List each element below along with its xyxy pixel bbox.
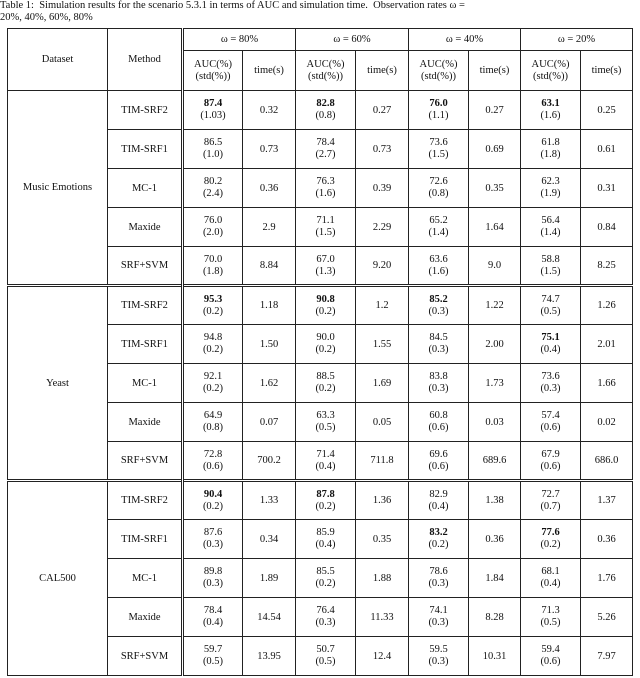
- auc-mean: 87.6: [203, 527, 223, 538]
- auc-mean: 88.5: [316, 371, 335, 382]
- auc-std: (1.3): [315, 265, 336, 277]
- auc-mean: 59.4: [541, 644, 560, 655]
- time-cell: 12.4: [356, 637, 409, 676]
- auc-mean: 67.9: [541, 448, 560, 460]
- auc-std: (0.5): [540, 617, 561, 628]
- auc-cell: [183, 403, 243, 442]
- time-cell: 0.61: [581, 130, 633, 169]
- auc-std: (0.6): [428, 422, 449, 433]
- auc-cell: [296, 403, 356, 442]
- auc-mean: 75.1: [541, 332, 560, 343]
- auc-cell: [296, 559, 356, 598]
- header-auc-std: [296, 51, 356, 91]
- auc-std: (0.4): [428, 500, 449, 512]
- auc-mean: 71.4: [316, 448, 335, 460]
- auc-mean: 68.1: [541, 566, 560, 577]
- time-cell: 9.0: [469, 247, 521, 286]
- auc-std: (0.8): [315, 110, 336, 121]
- header-auc-label: AUC(%): [419, 58, 458, 70]
- time-cell: 0.73: [356, 130, 409, 169]
- method-name-cell: TIM-SRF1: [108, 520, 183, 559]
- auc-std: (1.6): [315, 188, 336, 199]
- auc-std: (0.7): [540, 500, 561, 512]
- header-group-20: ω = 20%: [521, 29, 633, 51]
- time-cell: 9.20: [356, 247, 409, 286]
- time-cell: 700.2: [243, 442, 296, 481]
- auc-cell: [521, 247, 581, 286]
- table-caption: [0, 0, 640, 23]
- auc-cell: [409, 364, 469, 403]
- auc-std: (0.3): [428, 617, 449, 628]
- auc-cell: [409, 520, 469, 559]
- auc-mean: 83.8: [429, 371, 448, 382]
- auc-cell: [521, 91, 581, 130]
- auc-cell: [521, 481, 581, 520]
- time-cell: 1.62: [243, 364, 296, 403]
- auc-std: (0.3): [315, 617, 336, 628]
- auc-mean: 72.6: [429, 176, 448, 187]
- auc-mean: 82.9: [429, 488, 448, 500]
- time-cell: 10.31: [469, 637, 521, 676]
- auc-std: (0.4): [540, 578, 561, 589]
- time-cell: 1.33: [243, 481, 296, 520]
- auc-std: (0.5): [315, 656, 336, 667]
- time-cell: 1.84: [469, 559, 521, 598]
- time-cell: 11.33: [356, 598, 409, 637]
- auc-cell: [409, 286, 469, 325]
- auc-std: (0.6): [428, 460, 449, 472]
- time-cell: 1.26: [581, 286, 633, 325]
- auc-mean: 61.8: [541, 137, 560, 148]
- auc-cell: [296, 598, 356, 637]
- auc-mean: 72.7: [541, 488, 560, 500]
- auc-mean: 85.9: [316, 527, 335, 538]
- auc-mean: 92.1: [203, 371, 223, 382]
- results-table: [7, 28, 633, 676]
- auc-std: (0.2): [315, 344, 336, 355]
- time-cell: 1.2: [356, 286, 409, 325]
- header-time: time(s): [356, 51, 409, 91]
- header-auc-std: [521, 51, 581, 91]
- method-name-cell: TIM-SRF2: [108, 286, 183, 325]
- method-name-cell: SRF+SVM: [108, 637, 183, 676]
- auc-std: (0.2): [202, 383, 224, 394]
- auc-mean: 78.4: [203, 605, 223, 616]
- caption-line-1: Table 1: Simulation results for the scenario 5.3.1 in terms of AUC and simulation time. Observation rates ω =: [0, 0, 465, 11]
- time-cell: 0.27: [469, 91, 521, 130]
- auc-mean: 90.4: [203, 488, 223, 500]
- auc-std: (0.3): [202, 539, 224, 550]
- auc-std: (1.5): [428, 149, 449, 160]
- auc-std: (0.3): [428, 305, 449, 317]
- time-cell: 1.55: [356, 325, 409, 364]
- header-row-groups: [8, 29, 633, 51]
- auc-cell: [183, 247, 243, 286]
- time-cell: 711.8: [356, 442, 409, 481]
- header-time: time(s): [581, 51, 633, 91]
- auc-cell: [296, 286, 356, 325]
- auc-std: (1.5): [315, 227, 336, 238]
- auc-cell: [296, 364, 356, 403]
- auc-mean: 56.4: [541, 215, 560, 226]
- auc-mean: 63.6: [429, 253, 448, 265]
- dataset-name-cell: Yeast: [8, 286, 108, 481]
- auc-mean: 76.0: [203, 215, 223, 226]
- auc-std: (1.0): [202, 149, 224, 160]
- auc-std: (1.6): [428, 265, 449, 277]
- auc-std: (0.5): [540, 305, 561, 317]
- auc-cell: [296, 169, 356, 208]
- time-cell: 0.05: [356, 403, 409, 442]
- auc-std: (0.2): [202, 344, 224, 355]
- header-dataset: Dataset: [8, 29, 108, 91]
- header-auc-label: AUC(%): [306, 58, 345, 70]
- auc-std: (0.4): [202, 617, 224, 628]
- auc-cell: [183, 286, 243, 325]
- auc-std: (0.4): [315, 460, 336, 472]
- time-cell: 689.6: [469, 442, 521, 481]
- method-name-cell: SRF+SVM: [108, 247, 183, 286]
- auc-mean: 59.5: [429, 644, 448, 655]
- auc-mean: 70.0: [203, 253, 223, 265]
- auc-cell: [521, 637, 581, 676]
- auc-mean: 64.9: [203, 410, 223, 421]
- auc-mean: 76.0: [429, 98, 448, 109]
- auc-cell: [409, 442, 469, 481]
- auc-std: (0.5): [202, 656, 224, 667]
- time-cell: 0.36: [469, 520, 521, 559]
- auc-std: (0.3): [428, 578, 449, 589]
- method-name-cell: TIM-SRF1: [108, 130, 183, 169]
- auc-mean: 85.2: [429, 293, 448, 305]
- auc-mean: 63.3: [316, 410, 335, 421]
- auc-mean: 78.6: [429, 566, 448, 577]
- auc-cell: [409, 247, 469, 286]
- auc-std: (0.2): [315, 305, 336, 317]
- auc-cell: [183, 442, 243, 481]
- auc-cell: [183, 559, 243, 598]
- auc-cell: [296, 208, 356, 247]
- auc-cell: [521, 598, 581, 637]
- auc-mean: 80.2: [203, 176, 223, 187]
- time-cell: 1.69: [356, 364, 409, 403]
- header-std-label: (std(%)): [308, 70, 343, 82]
- auc-std: (0.5): [315, 422, 336, 433]
- time-cell: 13.95: [243, 637, 296, 676]
- auc-std: (0.4): [315, 539, 336, 550]
- method-name-cell: SRF+SVM: [108, 442, 183, 481]
- header-std-label: (std(%)): [421, 70, 456, 82]
- auc-mean: 94.8: [203, 332, 223, 343]
- auc-cell: [409, 637, 469, 676]
- time-cell: 7.97: [581, 637, 633, 676]
- auc-mean: 78.4: [316, 137, 335, 148]
- auc-std: (2.4): [202, 188, 224, 199]
- auc-cell: [409, 481, 469, 520]
- auc-cell: [521, 325, 581, 364]
- auc-mean: 90.0: [316, 332, 335, 343]
- header-std-label: (std(%)): [195, 70, 231, 82]
- auc-std: (1.8): [202, 265, 224, 277]
- auc-mean: 76.3: [316, 176, 335, 187]
- time-cell: 1.88: [356, 559, 409, 598]
- time-cell: 0.34: [243, 520, 296, 559]
- table-body: [8, 91, 633, 676]
- time-cell: 0.39: [356, 169, 409, 208]
- time-cell: 0.35: [469, 169, 521, 208]
- auc-cell: [183, 208, 243, 247]
- time-cell: 1.37: [581, 481, 633, 520]
- auc-mean: 63.1: [541, 98, 560, 109]
- auc-mean: 71.1: [316, 215, 335, 226]
- auc-mean: 82.8: [316, 98, 335, 109]
- auc-mean: 65.2: [429, 215, 448, 226]
- time-cell: 1.50: [243, 325, 296, 364]
- time-cell: 1.76: [581, 559, 633, 598]
- auc-std: (0.2): [202, 305, 224, 317]
- auc-mean: 60.8: [429, 410, 448, 421]
- auc-cell: [183, 520, 243, 559]
- auc-cell: [521, 208, 581, 247]
- auc-cell: [521, 403, 581, 442]
- auc-mean: 50.7: [316, 644, 335, 655]
- auc-std: (0.2): [540, 539, 561, 550]
- time-cell: 686.0: [581, 442, 633, 481]
- auc-std: (0.3): [540, 383, 561, 394]
- caption-line-2: 20%, 40%, 60%, 80%: [0, 11, 93, 23]
- time-cell: 0.02: [581, 403, 633, 442]
- auc-std: (0.2): [428, 539, 449, 550]
- auc-std: (0.2): [315, 578, 336, 589]
- auc-mean: 74.7: [541, 293, 560, 305]
- auc-std: (1.03): [200, 110, 226, 121]
- auc-mean: 67.0: [316, 253, 335, 265]
- time-cell: 0.69: [469, 130, 521, 169]
- method-name-cell: MC-1: [108, 559, 183, 598]
- auc-cell: [296, 481, 356, 520]
- auc-cell: [521, 442, 581, 481]
- auc-mean: 59.7: [203, 644, 223, 655]
- auc-std: (0.8): [202, 422, 224, 433]
- auc-cell: [521, 559, 581, 598]
- header-std-label: (std(%)): [533, 70, 568, 82]
- auc-cell: [296, 130, 356, 169]
- auc-cell: [521, 169, 581, 208]
- time-cell: 0.36: [581, 520, 633, 559]
- header-time: time(s): [243, 51, 296, 91]
- auc-std: (0.6): [202, 460, 224, 472]
- auc-cell: [296, 325, 356, 364]
- auc-cell: [183, 169, 243, 208]
- auc-std: (1.4): [540, 227, 561, 238]
- auc-std: (0.3): [428, 383, 449, 394]
- auc-cell: [296, 247, 356, 286]
- time-cell: 1.36: [356, 481, 409, 520]
- auc-std: (0.6): [540, 656, 561, 667]
- auc-std: (2.0): [202, 227, 224, 238]
- auc-cell: [409, 91, 469, 130]
- auc-cell: [183, 91, 243, 130]
- auc-cell: [183, 325, 243, 364]
- auc-mean: 84.5: [429, 332, 448, 343]
- auc-std: (0.6): [540, 422, 561, 433]
- auc-cell: [183, 481, 243, 520]
- auc-std: (0.3): [202, 578, 224, 589]
- auc-mean: 62.3: [541, 176, 560, 187]
- time-cell: 1.66: [581, 364, 633, 403]
- auc-cell: [521, 286, 581, 325]
- auc-cell: [521, 130, 581, 169]
- auc-mean: 69.6: [429, 448, 448, 460]
- header-group-40: ω = 40%: [409, 29, 521, 51]
- auc-std: (0.2): [202, 500, 224, 512]
- auc-cell: [409, 325, 469, 364]
- time-cell: 0.03: [469, 403, 521, 442]
- time-cell: 1.89: [243, 559, 296, 598]
- auc-std: (0.6): [540, 460, 561, 472]
- time-cell: 0.84: [581, 208, 633, 247]
- header-group-60: ω = 60%: [296, 29, 409, 51]
- time-cell: 8.28: [469, 598, 521, 637]
- auc-mean: 85.5: [316, 566, 335, 577]
- auc-cell: [409, 559, 469, 598]
- time-cell: 0.27: [356, 91, 409, 130]
- time-cell: 2.29: [356, 208, 409, 247]
- auc-cell: [409, 130, 469, 169]
- time-cell: 1.18: [243, 286, 296, 325]
- auc-cell: [183, 637, 243, 676]
- auc-cell: [409, 403, 469, 442]
- auc-std: (1.8): [540, 149, 561, 160]
- auc-cell: [296, 520, 356, 559]
- time-cell: 1.64: [469, 208, 521, 247]
- auc-cell: [409, 169, 469, 208]
- table-row: [8, 286, 633, 325]
- time-cell: 8.84: [243, 247, 296, 286]
- method-name-cell: MC-1: [108, 169, 183, 208]
- auc-cell: [409, 598, 469, 637]
- auc-cell: [521, 364, 581, 403]
- time-cell: 2.01: [581, 325, 633, 364]
- auc-mean: 71.3: [541, 605, 560, 616]
- auc-std: (0.4): [540, 344, 561, 355]
- auc-std: (1.5): [540, 265, 561, 277]
- header-auc-std: [409, 51, 469, 91]
- auc-std: (0.8): [428, 188, 449, 199]
- auc-std: (0.3): [428, 344, 449, 355]
- auc-mean: 73.6: [429, 137, 448, 148]
- auc-mean: 72.8: [203, 448, 223, 460]
- auc-cell: [183, 130, 243, 169]
- auc-mean: 90.8: [316, 293, 335, 305]
- auc-std: (0.2): [315, 383, 336, 394]
- dataset-name-cell: Music Emotions: [8, 91, 108, 286]
- auc-std: (1.1): [428, 110, 449, 121]
- auc-std: (2.7): [315, 149, 336, 160]
- auc-std: (1.6): [540, 110, 561, 121]
- header-auc-std: [183, 51, 243, 91]
- time-cell: 0.73: [243, 130, 296, 169]
- time-cell: 0.36: [243, 169, 296, 208]
- auc-cell: [296, 442, 356, 481]
- header-time: time(s): [469, 51, 521, 91]
- auc-mean: 57.4: [541, 410, 560, 421]
- time-cell: 2.9: [243, 208, 296, 247]
- header-auc-label: AUC(%): [194, 58, 232, 70]
- auc-cell: [183, 598, 243, 637]
- auc-mean: 86.5: [203, 137, 223, 148]
- method-name-cell: Maxide: [108, 208, 183, 247]
- auc-std: (1.4): [428, 227, 449, 238]
- time-cell: 0.25: [581, 91, 633, 130]
- time-cell: 2.00: [469, 325, 521, 364]
- header-group-80: ω = 80%: [183, 29, 296, 51]
- method-name-cell: Maxide: [108, 598, 183, 637]
- auc-mean: 95.3: [203, 293, 223, 305]
- method-name-cell: TIM-SRF1: [108, 325, 183, 364]
- time-cell: 8.25: [581, 247, 633, 286]
- dataset-name-cell: CAL500: [8, 481, 108, 676]
- auc-mean: 77.6: [541, 527, 560, 538]
- time-cell: 0.35: [356, 520, 409, 559]
- table-row: [8, 481, 633, 520]
- method-name-cell: TIM-SRF2: [108, 481, 183, 520]
- method-name-cell: Maxide: [108, 403, 183, 442]
- time-cell: 1.38: [469, 481, 521, 520]
- method-name-cell: MC-1: [108, 364, 183, 403]
- table-row: [8, 91, 633, 130]
- auc-mean: 83.2: [429, 527, 448, 538]
- auc-mean: 89.8: [203, 566, 223, 577]
- auc-mean: 74.1: [429, 605, 448, 616]
- time-cell: 0.32: [243, 91, 296, 130]
- auc-std: (1.9): [540, 188, 561, 199]
- auc-cell: [521, 520, 581, 559]
- auc-cell: [296, 91, 356, 130]
- auc-cell: [296, 637, 356, 676]
- auc-std: (0.2): [315, 500, 336, 512]
- time-cell: 1.22: [469, 286, 521, 325]
- auc-mean: 73.6: [541, 371, 560, 382]
- auc-mean: 87.8: [316, 488, 335, 500]
- time-cell: 5.26: [581, 598, 633, 637]
- time-cell: 1.73: [469, 364, 521, 403]
- time-cell: 0.31: [581, 169, 633, 208]
- auc-mean: 87.4: [203, 98, 223, 109]
- auc-cell: [183, 364, 243, 403]
- auc-std: (0.3): [428, 656, 449, 667]
- auc-mean: 58.8: [541, 253, 560, 265]
- method-name-cell: TIM-SRF2: [108, 91, 183, 130]
- header-method: Method: [108, 29, 183, 91]
- auc-mean: 76.4: [316, 605, 335, 616]
- time-cell: 14.54: [243, 598, 296, 637]
- header-auc-label: AUC(%): [531, 58, 570, 70]
- time-cell: 0.07: [243, 403, 296, 442]
- auc-cell: [409, 208, 469, 247]
